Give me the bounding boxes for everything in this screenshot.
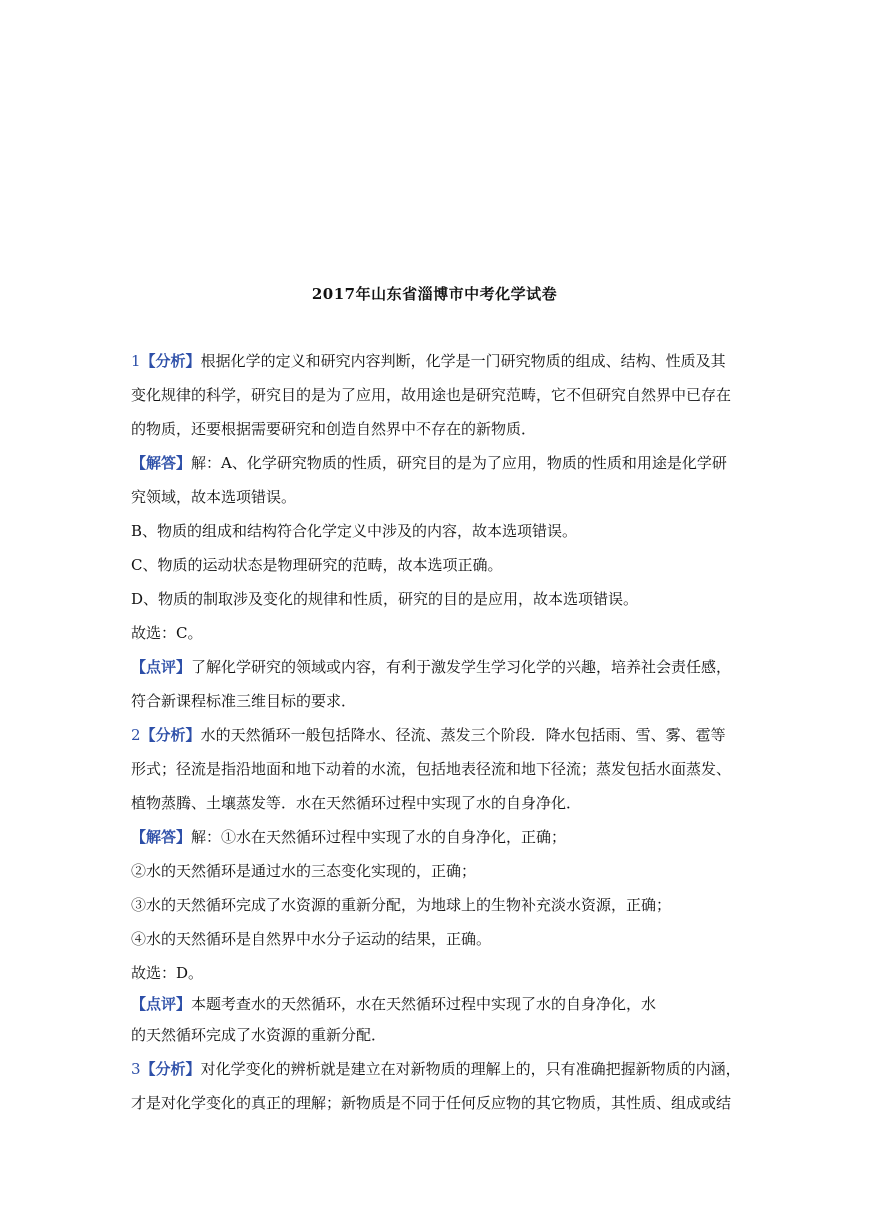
text-line bbox=[131, 718, 741, 752]
text-line bbox=[131, 378, 741, 412]
line-text: ③水的天然循环完成了水资源的重新分配，为地球上的生物补充淡水资源，正确； bbox=[131, 896, 672, 914]
line-text: 符合新课程标准三维目标的要求． bbox=[131, 692, 357, 710]
line-text: 的物质，还要根据需要研究和创造自然界中不存在的新物质． bbox=[131, 420, 537, 438]
text-line bbox=[131, 820, 741, 854]
line-text: ②水的天然循环是通过水的三态变化实现的，正确； bbox=[131, 862, 477, 880]
question-number: 2 bbox=[131, 726, 141, 744]
text-line bbox=[131, 1086, 741, 1120]
text-line bbox=[131, 990, 741, 1018]
text-line bbox=[131, 412, 741, 446]
section-tag: 【解答】 bbox=[131, 828, 192, 846]
line-text: 故选：C。 bbox=[131, 624, 203, 642]
page-title: 2017年山东省淄博市中考化学试卷 bbox=[311, 285, 558, 303]
text-line bbox=[131, 514, 741, 548]
text-line bbox=[131, 616, 741, 650]
document-body bbox=[131, 344, 741, 1120]
line-text: 的天然循环完成了水资源的重新分配． bbox=[131, 1026, 387, 1044]
line-text: C、物质的运动状态是物理研究的范畴，故本选项正确。 bbox=[131, 556, 503, 574]
text-line bbox=[131, 854, 741, 888]
line-text: 了解化学研究的领域或内容，有利于激发学生学习化学的兴趣，培养社会责任感， bbox=[191, 658, 732, 676]
line-text: 本题考查水的天然循环，水在天然循环过程中实现了水的自身净化，水 bbox=[191, 995, 657, 1013]
section-tag: 【点评】 bbox=[131, 995, 192, 1013]
text-line bbox=[131, 1052, 741, 1086]
line-text: 植物蒸腾、土壤蒸发等．水在天然循环过程中实现了水的自身净化． bbox=[131, 794, 582, 812]
line-text: 水的天然循环一般包括降水、径流、蒸发三个阶段．降水包括雨、雪、雾、雹等 bbox=[200, 726, 726, 744]
text-line bbox=[131, 446, 741, 480]
text-line bbox=[131, 922, 741, 956]
text-line bbox=[131, 548, 741, 582]
line-text: 对化学变化的辨析就是建立在对新物质的理解上的，只有准确把握新物质的内涵， bbox=[200, 1060, 741, 1078]
line-text: 解：①水在天然循环过程中实现了水的自身净化，正确； bbox=[191, 828, 567, 846]
line-text: 故选：D。 bbox=[131, 964, 204, 982]
text-line bbox=[131, 344, 741, 378]
line-text: 究领域，故本选项错误。 bbox=[131, 488, 297, 506]
section-tag: 【解答】 bbox=[131, 454, 192, 472]
question-number: 3 bbox=[131, 1060, 141, 1078]
question-number: 1 bbox=[131, 352, 141, 370]
line-text: B、物质的组成和结构符合化学定义中涉及的内容，故本选项错误。 bbox=[131, 522, 578, 540]
section-tag: 【分析】 bbox=[140, 352, 201, 370]
line-text: 变化规律的科学，研究目的是为了应用，故用途也是研究范畴，它不但研究自然界中已存在 bbox=[131, 386, 732, 404]
text-line bbox=[131, 684, 741, 718]
section-tag: 【分析】 bbox=[140, 726, 201, 744]
text-line bbox=[131, 480, 741, 514]
text-line bbox=[131, 888, 741, 922]
text-line bbox=[131, 786, 741, 820]
text-line bbox=[131, 650, 741, 684]
line-text: 解：A、化学研究物质的性质，研究目的是为了应用，物质的性质和用途是化学研 bbox=[191, 454, 727, 472]
text-line bbox=[131, 582, 741, 616]
text-line bbox=[131, 752, 741, 786]
text-line bbox=[131, 1018, 741, 1052]
line-text: 才是对化学变化的真正的理解；新物质是不同于任何反应物的其它物质，其性质、组成或结 bbox=[131, 1094, 732, 1112]
line-text: D、物质的制取涉及变化的规律和性质，研究的目的是应用，故本选项错误。 bbox=[131, 590, 639, 608]
text-line bbox=[131, 956, 741, 990]
line-text: 根据化学的定义和研究内容判断，化学是一门研究物质的组成、结构、性质及其 bbox=[200, 352, 726, 370]
section-tag: 【点评】 bbox=[131, 658, 192, 676]
line-text: ④水的天然循环是自然界中水分子运动的结果，正确。 bbox=[131, 930, 492, 948]
line-text: 形式；径流是指沿地面和地下动着的水流，包括地表径流和地下径流；蒸发包括水面蒸发、 bbox=[131, 760, 732, 778]
section-tag: 【分析】 bbox=[140, 1060, 201, 1078]
